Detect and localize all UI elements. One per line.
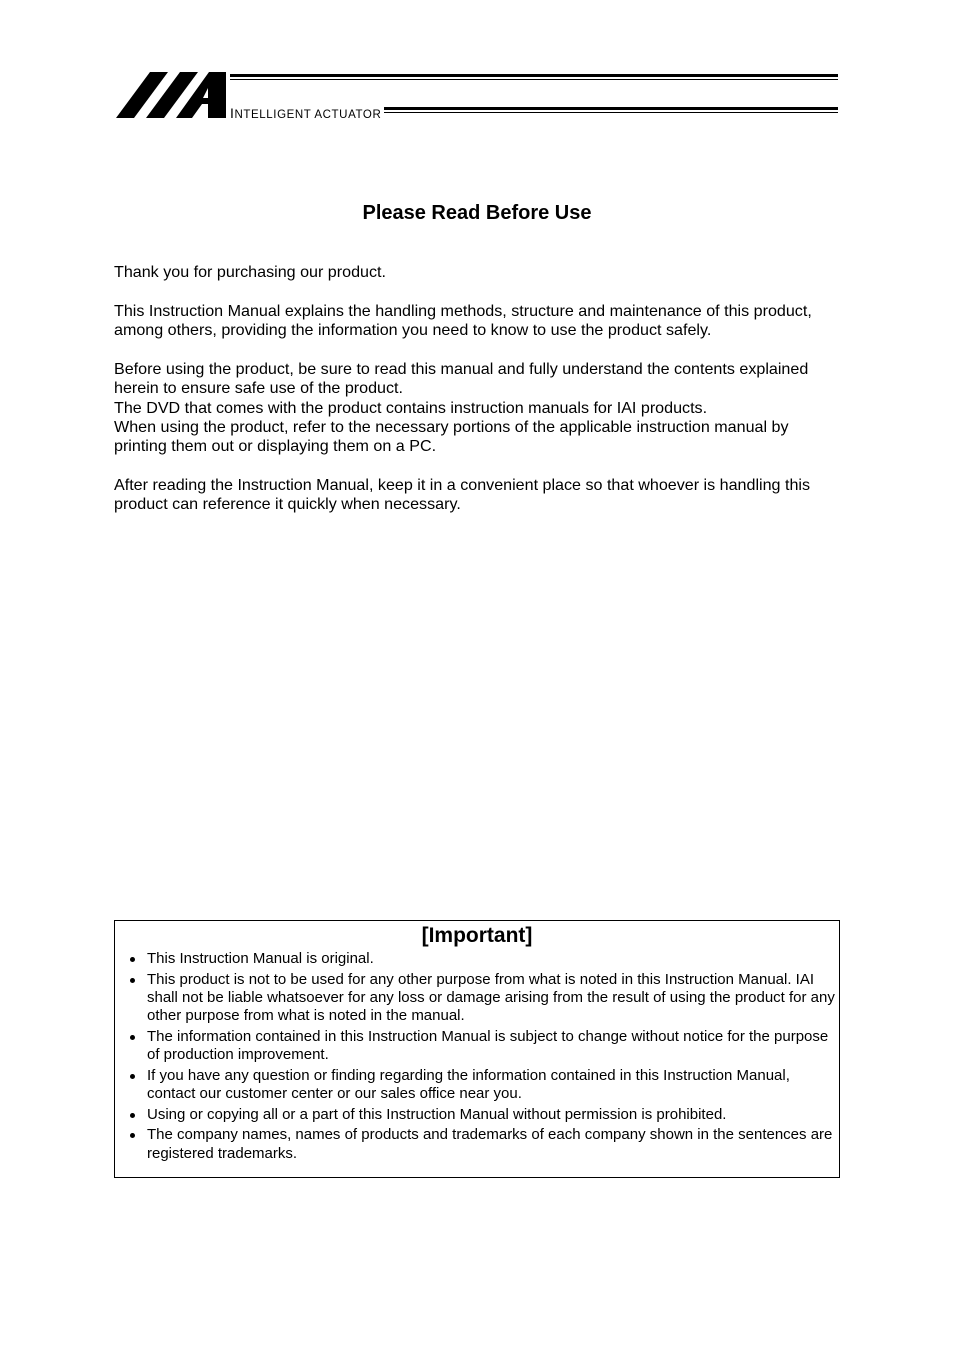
bullet-icon [130, 1035, 135, 1040]
important-item: If you have any question or finding regarding the information contained in this Instruction Manual, contact our customer center or our sales office near you. [127, 1067, 835, 1103]
paragraph-manual-explanation: This Instruction Manual explains the handling methods, structure and maintenance of this product, among others, providing the information you need to know to use the product safely. [114, 302, 812, 340]
bullet-icon [130, 978, 135, 983]
header-rule-bottom-thin [384, 112, 838, 113]
important-item: This Instruction Manual is original. [127, 950, 835, 968]
important-item: The information contained in this Instruction Manual is subject to change without notice for the purpose of production improvement. [127, 1028, 835, 1064]
paragraph-after-reading: After reading the Instruction Manual, keep it in a convenient place so that whoever is handling this product can reference it quickly when necessary. [114, 476, 811, 514]
iai-logo [116, 70, 228, 120]
important-item: Using or copying all or a part of this Instruction Manual without permission is prohibited. [127, 1106, 835, 1124]
bullet-icon [130, 957, 135, 962]
paragraph-thanks: Thank you for purchasing our product. [114, 263, 386, 281]
header-rule-bottom-thick [384, 107, 838, 110]
bullet-icon [130, 1074, 135, 1079]
page-header [116, 70, 840, 124]
bullet-icon [130, 1133, 135, 1138]
important-notice-box [114, 920, 840, 1178]
paragraph-before-use: Before using the product, be sure to read this manual and fully understand the contents explained herein to ensure safe use of the product. The DVD that comes with the product contains instruction manuals for IAI products. When using the product, refer to the necessary portions of the applicable instruction manual by printing them out or displaying them on a PC. [114, 360, 809, 456]
header-rule-top-thin [230, 79, 838, 80]
bullet-icon [130, 1113, 135, 1118]
logo-tagline: INTELLIGENT ACTUATOR [230, 105, 382, 121]
important-title: [Important] [421, 924, 533, 947]
important-item: The company names, names of products and trademarks of each company shown in the sentences are registered trademarks. [127, 1126, 835, 1162]
page-title: Please Read Before Use [362, 202, 592, 224]
important-item: This product is not to be used for any other purpose from what is noted in this Instruction Manual. IAI shall not be liable whatsoever for any loss or damage arising from the result of using the product for any other purpose from what is noted in the manual. [127, 971, 835, 1026]
important-list [127, 950, 835, 1165]
header-rule-top-thick [230, 74, 838, 77]
